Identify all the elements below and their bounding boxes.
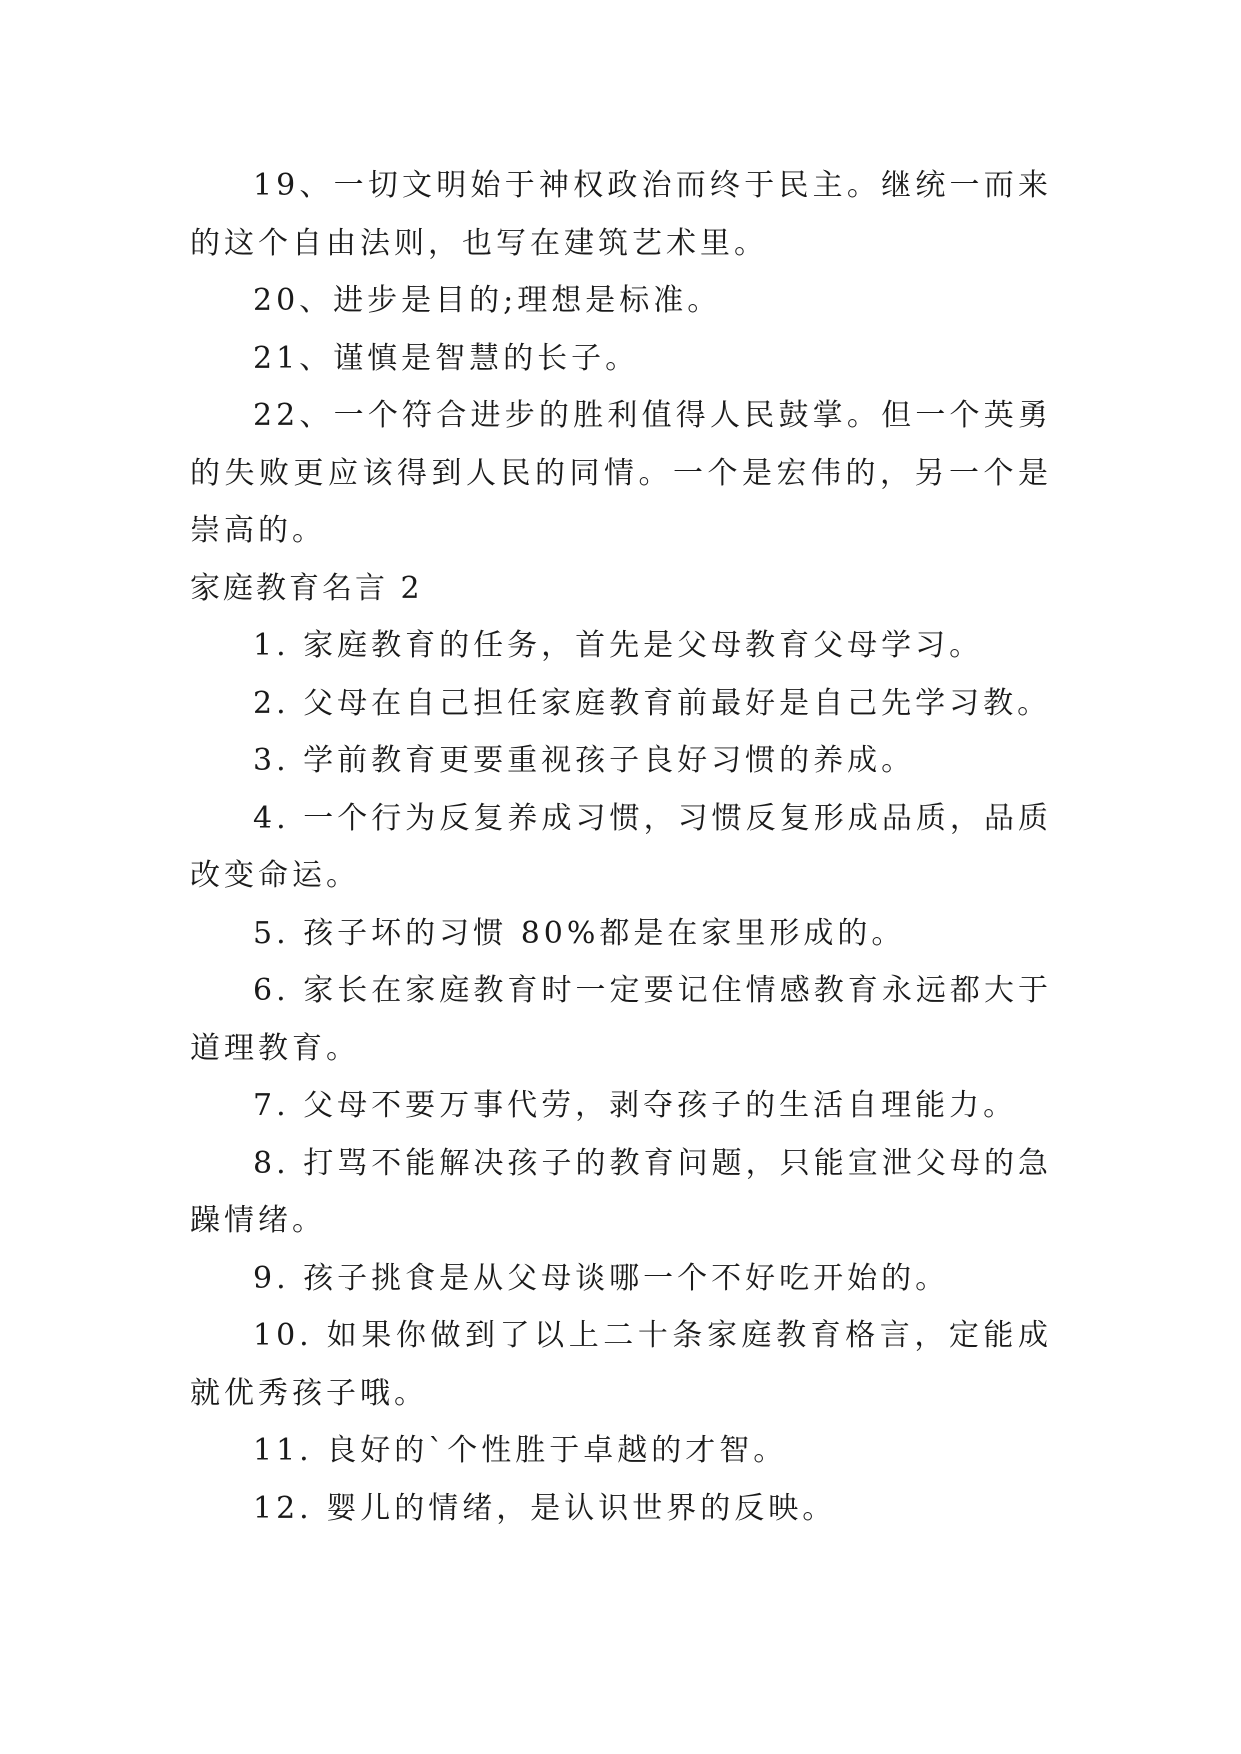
- family-quote-5: 5. 孩子坏的习惯 80%都是在家里形成的。: [253, 915, 906, 951]
- family-quote-6: 6. 家长在家庭教育时一定要记住情感教育永远都大于道理教育。: [190, 973, 1052, 1066]
- family-quote-1: 1. 家庭教育的任务，首先是父母教育父母学习。: [253, 628, 984, 663]
- family-quote-2: 2. 父母在自己担任家庭教育前最好是自己先学习教。: [253, 685, 1052, 721]
- family-quote-11: 11. 良好的`个性胜于卓越的才智。: [253, 1433, 788, 1468]
- family-quote-9: 9. 孩子挑食是从父母谈哪一个不好吃开始的。: [253, 1260, 950, 1296]
- family-quote-4: 4. 一个行为反复养成习惯，习惯反复形成品质，品质改变命运。: [190, 800, 1052, 893]
- section-title: 家庭教育名言 2: [190, 570, 423, 606]
- family-quote-7: 7. 父母不要万事代劳，剥夺孩子的生活自理能力。: [253, 1088, 1018, 1123]
- family-quote-12: 12. 婴儿的情绪，是认识世界的反映。: [253, 1490, 837, 1526]
- quote-20: 20、进步是目的;理想是标准。: [253, 283, 722, 318]
- family-quote-3: 3. 学前教育更要重视孩子良好习惯的养成。: [253, 743, 916, 778]
- quote-21: 21、谨慎是智慧的长子。: [253, 340, 640, 376]
- family-quote-8: 8. 打骂不能解决孩子的教育问题，只能宣泄父母的急躁情绪。: [190, 1145, 1052, 1238]
- family-quote-10: 10. 如果你做到了以上二十条家庭教育格言，定能成就优秀孩子哦。: [190, 1318, 1052, 1411]
- document-body: [190, 157, 1052, 1537]
- quote-19: 19、一切文明始于神权政治而终于民主。继统一而来的这个自由法则，也写在建筑艺术里。: [190, 168, 1052, 261]
- quote-22: 22、一个符合进步的胜利值得人民鼓掌。但一个英勇的失败更应该得到人民的同情。一个是宏伟的，另一个是崇高的。: [190, 398, 1052, 548]
